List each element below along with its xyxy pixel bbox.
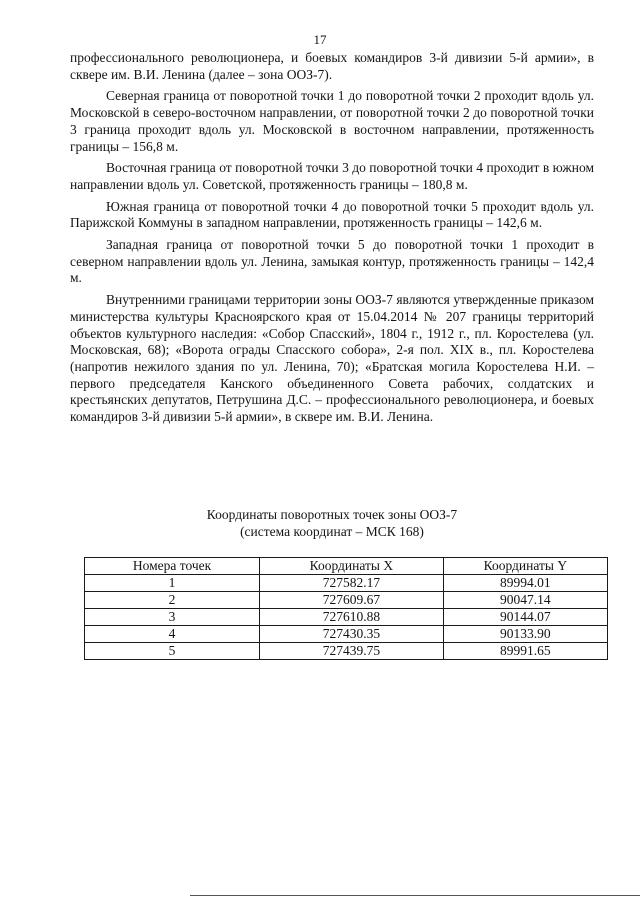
cell-coord-y: 90047.14 bbox=[443, 592, 607, 609]
table-header-row bbox=[85, 558, 608, 575]
paragraph: Внутренними границами территории зоны ООЗ-7 являются утвержденные приказом министерства культуры Красноярского края от 15.04.2014 № 207 границы территорий объектов культурного наследия: «Собор Спасский», 1804 г., 1912 г., пл. Коростелева (ул. Московская, 68); «Ворота ограды Спасского собора», 2-я пол. XIX в., пл. Коростелева (напротив нежилого здания по ул. Ленина, 70); «Братская могила Коростелева Н.И. – первого председателя Канского объединенного Совета рабочих, солдатских и крестьянских депутатов, Петрушина Д.С. – профессионального революционера, и боевых командиров 3-й дивизии 5-й армии», в сквере им. В.И. Ленина. bbox=[70, 292, 594, 425]
cell-coord-x: 727609.67 bbox=[260, 592, 444, 609]
table-row bbox=[85, 643, 608, 660]
cell-point-number: 5 bbox=[85, 643, 260, 660]
table-row bbox=[85, 575, 608, 592]
cell-coord-y: 90144.07 bbox=[443, 609, 607, 626]
cell-coord-x: 727610.88 bbox=[260, 609, 444, 626]
body-text bbox=[70, 50, 594, 431]
cell-point-number: 2 bbox=[85, 592, 260, 609]
header-coord-x: Координаты X bbox=[260, 558, 444, 575]
cell-coord-x: 727430.35 bbox=[260, 626, 444, 643]
cell-coord-y: 89994.01 bbox=[443, 575, 607, 592]
table-caption-title: Координаты поворотных точек зоны ООЗ-7 bbox=[206, 507, 458, 522]
footer-divider bbox=[190, 895, 640, 896]
header-point-number: Номера точек bbox=[85, 558, 260, 575]
cell-point-number: 4 bbox=[85, 626, 260, 643]
coordinates-table bbox=[84, 557, 608, 660]
table-row bbox=[85, 626, 608, 643]
table-row bbox=[85, 609, 608, 626]
header-coord-y: Координаты Y bbox=[443, 558, 607, 575]
paragraph: Западная граница от поворотной точки 5 до поворотной точки 1 проходит в северном направлении вдоль ул. Ленина, замыкая контур, протяженность границы – 142,4 м. bbox=[70, 237, 594, 286]
cell-coord-y: 89991.65 bbox=[443, 643, 607, 660]
paragraph: профессионального революционера, и боевых командиров 3-й дивизии 5-й армии», в сквере им. В.И. Ленина (далее – зона ООЗ-7). bbox=[70, 50, 594, 82]
paragraph: Южная граница от поворотной точки 4 до поворотной точки 5 проходит вдоль ул. Парижской Коммуны в западном направлении, протяженность границы – 142,6 м. bbox=[70, 198, 594, 231]
table-caption bbox=[70, 507, 594, 540]
cell-point-number: 3 bbox=[85, 609, 260, 626]
table-caption-subtitle: (система координат – МСК 168) bbox=[240, 523, 424, 539]
page-number: 17 bbox=[313, 32, 327, 47]
cell-coord-y: 90133.90 bbox=[443, 626, 607, 643]
table-row bbox=[85, 592, 608, 609]
paragraph: Восточная граница от поворотной точки 3 до поворотной точки 4 проходит в южном направлении вдоль ул. Советской, протяженность границы – 180,8 м. bbox=[70, 160, 594, 192]
cell-point-number: 1 bbox=[85, 575, 260, 592]
cell-coord-x: 727582.17 bbox=[260, 575, 444, 592]
paragraph: Северная граница от поворотной точки 1 до поворотной точки 2 проходит вдоль ул. Московской в северо-восточном направлении, от поворотной точки 2 до поворотной точки 3 граница проходит вдоль ул. Московской в восточном направлении, протяженность границы – 156,8 м. bbox=[70, 88, 594, 154]
cell-coord-x: 727439.75 bbox=[260, 643, 444, 660]
